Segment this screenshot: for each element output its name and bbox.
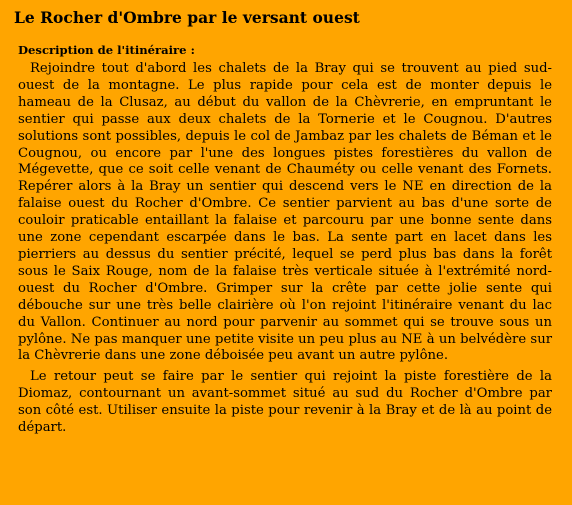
description-paragraph-return: Le retour peut se faire par le sentier qui rejoint la piste forestière de la Diomaz, contournant un avant-sommet situé au sud du Rocher d'Ombre par son côté est. Utiliser ensuite la piste pour revenir à la Bray et de là au point de départ. bbox=[18, 369, 552, 436]
description-paragraph-approach: Rejoindre tout d'abord les chalets de la Bray qui se trouvent au pied sud-ouest de la montagne. Le plus rapide pour cela est de monter depuis le hameau de la Clusaz, au début du vallon de la Chèvrerie, en empruntant le sentier qui passe aux deux chalets de la Tornerie et le Cougnou. D'autres solutions sont possibles, depuis le col de Jambaz par les chalets de Béman et le Cougnou, ou encore par l'une des longues pistes forestières du vallon de Mégevette, que ce soit celle venant de Chauméty ou celle venant des Fornets. Repérer alors à la Bray un sentier qui descend vers le NE en direction de la falaise ouest du Rocher d'Ombre. Ce sentier parvient au bas d'une sorte de couloir praticable entaillant la falaise et parcouru par une bonne sente dans une zone cependant escarpée dans le bas. La sente part en lacet dans les pierriers au dessus du sentier précité, lequel se perd plus bas dans la forêt sous le Saix Rouge, nom de la falaise très verticale située à l'extrémité nord-ouest du Rocher d'Ombre. Grimper sur la crête par cette jolie sente qui débouche sur une très belle clairière où l'on rejoint l'itinéraire venant du lac du Vallon. Continuer au nord pour parvenir au sommet qui se trouve sous un pylône. Ne pas manquer une petite visite un peu plus au NE à un belvédère sur la Chèvrerie dans une zone déboisée peu avant un autre pylône. bbox=[18, 61, 552, 364]
page-title: Le Rocher d'Ombre par le versant ouest bbox=[14, 8, 360, 27]
section-heading: Description de l'itinéraire : bbox=[18, 43, 195, 57]
